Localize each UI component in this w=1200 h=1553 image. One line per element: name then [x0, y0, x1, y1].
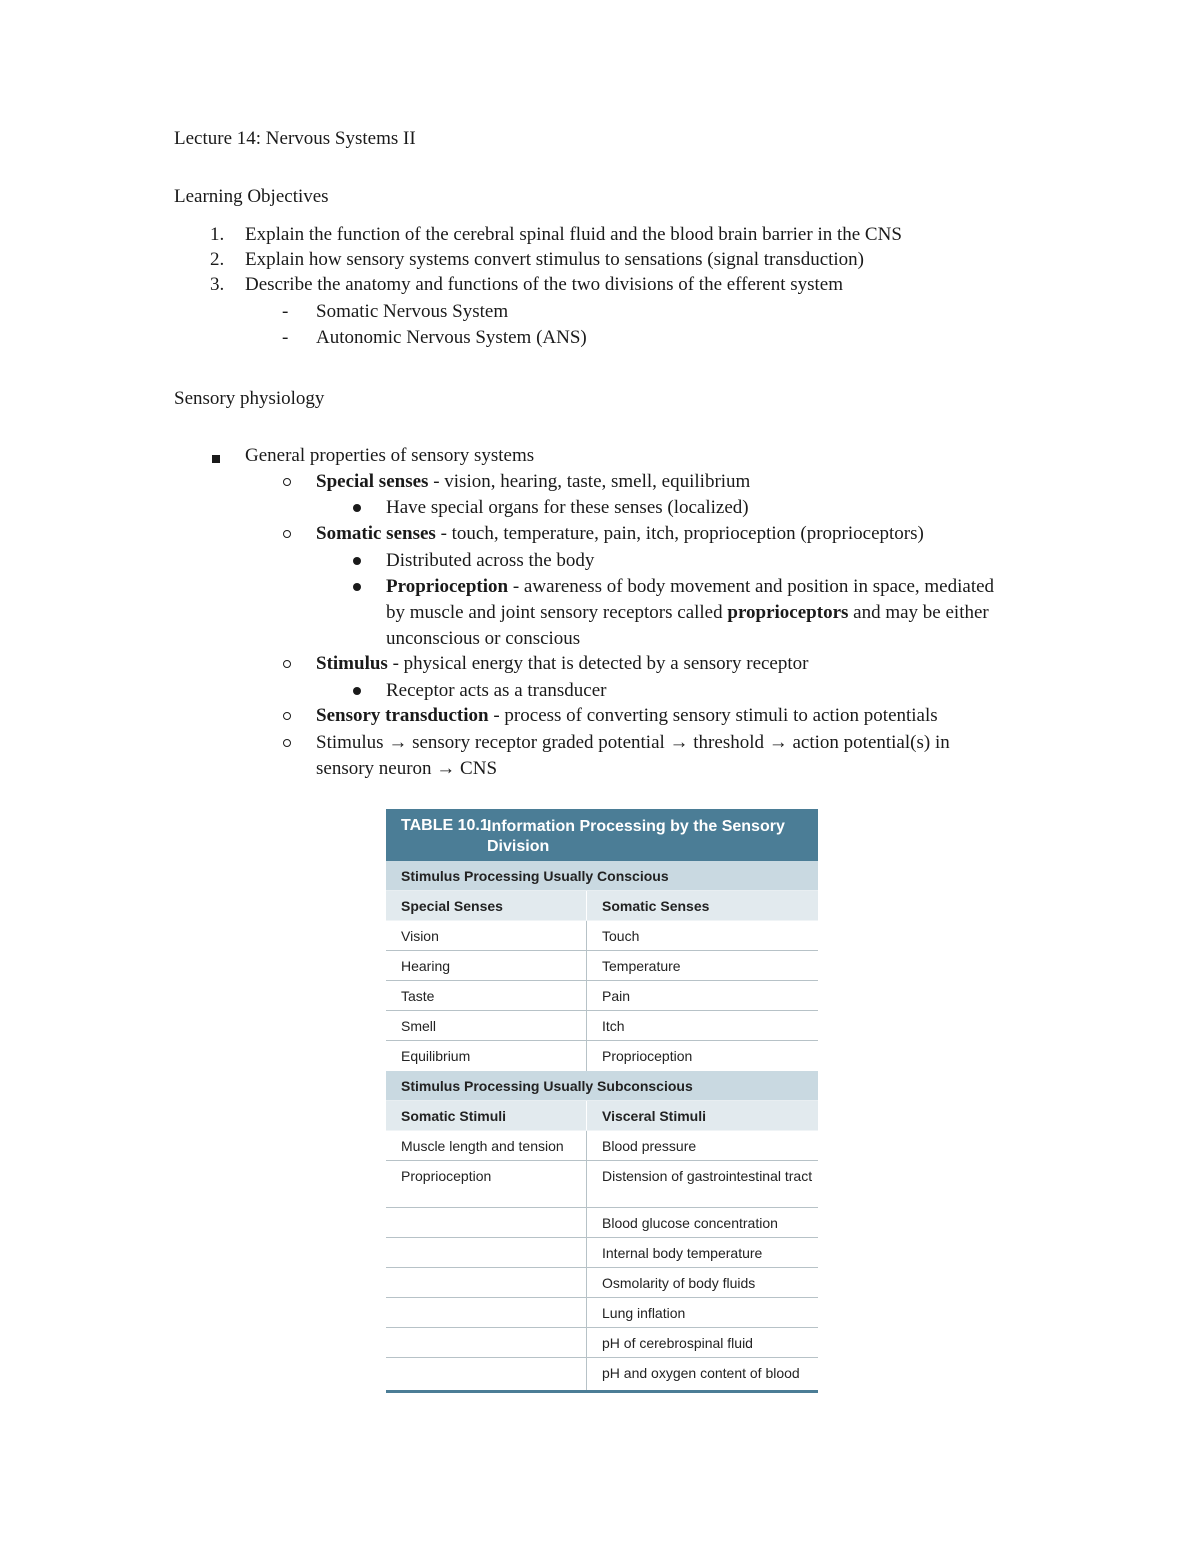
objective-item: Explain the function of the cerebral spinal fluid and the blood brain barrier in the CNS [245, 224, 902, 245]
table-cell: Equilibrium [386, 1041, 587, 1071]
table-section-heading: Stimulus Processing Usually Subconscious [386, 1071, 818, 1101]
definition: - awareness of body movement and position in space, mediated [508, 576, 995, 597]
list-item [316, 521, 924, 547]
table-cell: Blood pressure [602, 1138, 697, 1154]
list-item: Have special organs for these senses (localized) [386, 497, 749, 518]
table-row [386, 1161, 818, 1208]
table-cell: Vision [386, 921, 587, 950]
disc-bullet-icon [353, 687, 361, 695]
sub-objective-item: Autonomic Nervous System (ANS) [316, 327, 587, 348]
definition: - physical energy that is detected by a sensory receptor [387, 653, 809, 674]
table-row [386, 1298, 818, 1328]
term: Sensory transduction [316, 705, 489, 726]
objective-item: Describe the anatomy and functions of the two divisions of the efferent system [245, 274, 843, 295]
circle-bullet-icon [283, 478, 291, 486]
table-cell: Hearing [386, 951, 587, 980]
table-cell: Smell [386, 1011, 587, 1040]
term: Proprioception [386, 576, 509, 597]
table-section-heading: Stimulus Processing Usually Conscious [386, 861, 818, 891]
circle-bullet-icon [283, 530, 291, 538]
table-subheader-row [386, 891, 818, 921]
list-item [316, 703, 938, 729]
text: by muscle and joint sensory receptors called [386, 602, 728, 623]
table-row [386, 921, 818, 951]
table-row [386, 1238, 818, 1268]
term: Special senses [316, 471, 429, 492]
definition: - vision, hearing, taste, smell, equilibrium [428, 471, 751, 492]
dash-bullet: - [282, 327, 289, 348]
table-row [386, 951, 818, 981]
table-row [386, 1208, 818, 1238]
circle-bullet-icon [283, 712, 291, 720]
table-row [386, 1268, 818, 1298]
list-item: Distributed across the body [386, 550, 595, 571]
list-item: Receptor acts as a transducer [386, 680, 607, 701]
table-row [386, 1358, 818, 1390]
table-cell [386, 1268, 587, 1297]
table-cell: Internal body temperature [602, 1245, 763, 1261]
table-cell: Proprioception [386, 1161, 587, 1207]
square-bullet-icon [212, 455, 220, 463]
table-subheader-row [386, 1101, 818, 1131]
list-item-continuation: sensory neuron → CNS [316, 758, 498, 779]
sensory-table [386, 809, 818, 1393]
sub-objective-item: Somatic Nervous System [316, 301, 509, 322]
table-row [386, 1041, 818, 1071]
circle-bullet-icon [283, 660, 291, 668]
table-subheader: Somatic Stimuli [386, 1101, 587, 1130]
list-item: Stimulus → sensory receptor graded potential → threshold → action potential(s) in [316, 732, 950, 753]
table-cell [386, 1358, 587, 1390]
list-item-continuation: unconscious or conscious [386, 628, 581, 649]
table-cell [386, 1328, 587, 1357]
table-subheader: Special Senses [386, 891, 587, 920]
table-title: Information Processing by the Sensory Division [487, 818, 785, 855]
page-title: Lecture 14: Nervous Systems II [174, 128, 416, 149]
disc-bullet-icon [353, 557, 361, 565]
table-cell [386, 1238, 587, 1267]
definition: - process of converting sensory stimuli to action potentials [488, 705, 938, 726]
section-heading: Sensory physiology [174, 388, 325, 409]
term: Stimulus [316, 653, 388, 674]
table-cell: Proprioception [602, 1048, 693, 1064]
objective-number: 2. [210, 249, 225, 270]
definition: - touch, temperature, pain, itch, proprioception (proprioceptors) [435, 523, 924, 544]
term: Somatic senses [316, 523, 436, 544]
table-cell: Blood glucose concentration [602, 1215, 778, 1231]
disc-bullet-icon [353, 583, 361, 591]
table-cell [386, 1298, 587, 1327]
table-cell: pH of cerebrospinal fluid [602, 1335, 753, 1351]
list-item-continuation [386, 600, 989, 626]
list-item: General properties of sensory systems [245, 445, 535, 466]
table-subheader: Somatic Senses [602, 898, 710, 914]
dash-bullet: - [282, 301, 289, 322]
objectives-heading: Learning Objectives [174, 186, 329, 207]
table-row [386, 981, 818, 1011]
table-header [386, 809, 818, 861]
table-number: TABLE 10.1 [401, 817, 489, 834]
table-cell [386, 1208, 587, 1237]
table-cell: pH and oxygen content of blood [602, 1365, 800, 1381]
table-row [386, 1328, 818, 1358]
table-cell: Itch [602, 1018, 625, 1034]
table-cell: Distension of gastrointestinal tract [602, 1168, 813, 1184]
table-cell: Taste [386, 981, 587, 1010]
table-subheader: Visceral Stimuli [602, 1108, 707, 1124]
disc-bullet-icon [353, 504, 361, 512]
circle-bullet-icon [283, 739, 291, 747]
table-cell: Lung inflation [602, 1305, 686, 1321]
table-row [386, 1011, 818, 1041]
list-item [386, 574, 994, 600]
objective-number: 1. [210, 224, 225, 245]
objective-number: 3. [210, 274, 225, 295]
term: proprioceptors [727, 602, 849, 623]
list-item [316, 469, 750, 495]
objective-item: Explain how sensory systems convert stimulus to sensations (signal transduction) [245, 249, 865, 270]
table-cell: Temperature [602, 958, 681, 974]
table-footer-rule [386, 1390, 818, 1393]
table-cell: Osmolarity of body fluids [602, 1275, 756, 1291]
table-cell: Touch [602, 928, 640, 944]
text: and may be either [848, 602, 989, 623]
table-row [386, 1131, 818, 1161]
list-item [316, 651, 808, 677]
table-cell: Muscle length and tension [386, 1131, 587, 1160]
table-cell: Pain [602, 988, 631, 1004]
